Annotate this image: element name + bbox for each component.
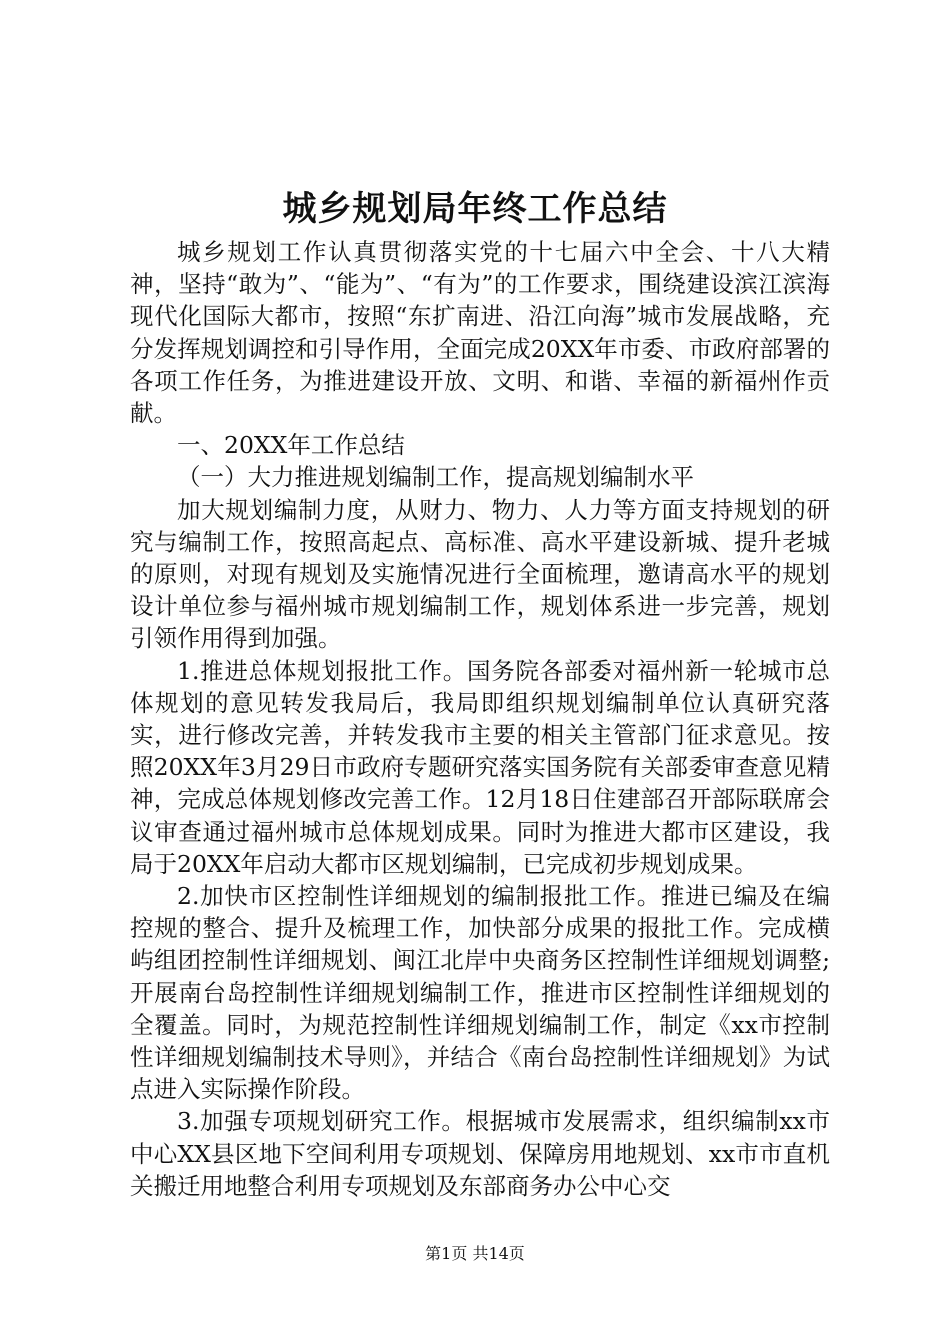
document-title: 城乡规划局年终工作总结 xyxy=(282,189,668,229)
document-body xyxy=(130,236,830,1202)
paragraph-item-2: 2.加快市区控制性详细规划的编制报批工作。推进已编及在编控规的整合、提升及梳理工作，加快部分成果的报批工作。完成横屿组团控制性详细规划、闽江北岸中央商务区控制性详细规划调整;开展南台岛控制性详细规划编制工作，推进市区控制性详细规划的全覆盖。同时，为规范控制性详细规划编制工作，制定《xx市控制性详细规划编制技术导则》，并结合《南台岛控制性详细规划》为试点进入实际操作阶段。 xyxy=(130,882,830,1104)
paragraph-item-1: 1.推进总体规划报批工作。国务院各部委对福州新一轮城市总体规划的意见转发我局后，我局即组织规划编制单位认真研究落实，进行修改完善，并转发我市主要的相关主管部门征求意见。按照20XX年3月29日市政府专题研究落实国务院有关部委审查意见精神，完成总体规划修改完善工作。12月18日住建部召开部际联席会议审查通过福州城市总体规划成果。同时为推进大都市区建设，我局于20XX年启动大都市区规划编制，已完成初步规划成果。 xyxy=(130,656,830,878)
paragraph-item-3: 3.加强专项规划研究工作。根据城市发展需求，组织编制xx市中心XX县区地下空间利用专项规划、保障房用地规划、xx市市直机关搬迁用地整合利用专项规划及东部商务办公中心交 xyxy=(130,1107,830,1200)
section-heading: 一、20XX年工作总结 xyxy=(177,431,405,460)
paragraph-overview: 加大规划编制力度，从财力、物力、人力等方面支持规划的研究与编制工作，按照高起点、高标准、高水平建设新城、提升老城的原则，对现有规划及实施情况进行全面梳理，邀请高水平的规划设计单位参与福州城市规划编制工作，规划体系进一步完善，规划引领作用得到加强。 xyxy=(130,495,830,653)
page-footer: 第1页 共14页 xyxy=(425,1244,525,1263)
subsection-heading: （一）大力推进规划编制工作，提高规划编制水平 xyxy=(177,463,694,492)
paragraph-intro: 城乡规划工作认真贯彻落实党的十七届六中全会、十八大精神，坚持“敢为”、“能为”、“有为”的工作要求，围绕建设滨江滨海现代化国际大都市，按照“东扩南进、沿江向海”城市发展战略，充分发挥规划调控和引导作用，全面完成20XX年市委、市政府部署的各项工作任务，为推进建设开放、文明、和谐、幸福的新福州作贡献。 xyxy=(130,238,830,428)
